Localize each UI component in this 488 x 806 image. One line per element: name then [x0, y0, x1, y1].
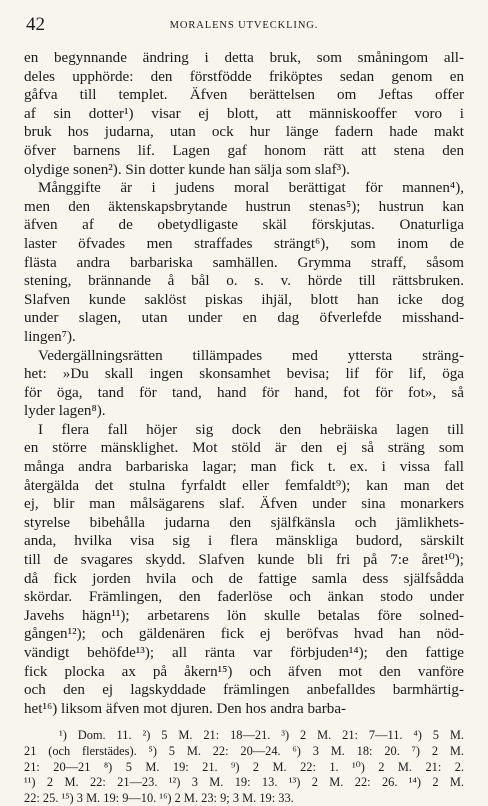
text-line: ej, blir man målsägarens slaf. Äfven under sina monarkers: [24, 496, 464, 513]
footnote-line: ¹) Dom. 11. ²) 5 M. 21: 18—21. ³) 2 M. 21: 7—11. ⁴) 5 M.: [59, 728, 464, 743]
text-line: öfver barnens lif. Lagen gaf honom rätt att stena den: [24, 142, 464, 159]
page-number: 42: [26, 14, 45, 35]
text-line: många andra barbariska lagar; man fick t. ex. i vissa fall: [24, 459, 464, 476]
text-line: vändigt behöfde¹³); all ränta var förbjuden¹⁴); den fattige: [24, 645, 464, 661]
text-line: anda, hvilka visa sig i flera mänskliga budord, särskilt: [24, 533, 464, 550]
text-line: en större mänsklighet. Mot stöld är den ej så sträng som: [24, 440, 464, 457]
text-line: lyder lagen⁸).: [24, 403, 106, 420]
footnotes: [24, 728, 464, 806]
text-line: I flera fall höjer sig dock den hebräiska lagen till: [38, 421, 464, 438]
page-header: [24, 10, 464, 36]
text-line: för öga, tand för tand, hand för hand, fot för fot», så: [24, 384, 464, 401]
text-line: men den äktenskapsbrytande hustrun stenas⁵); hustrun kan: [24, 198, 464, 215]
text-line: af sin dotter¹) visar ej blott, att människooffer voro i: [24, 105, 464, 122]
text-line: äfven af de obetydligaste skäl förskjutas. Onaturliga: [24, 217, 464, 234]
text-line: och den ej lagskyddade främlingen anbefalldes barmhärtig-: [24, 682, 464, 699]
text-line: het: »Du skall ingen skonsamhet bevisa; lif för lif, öga: [24, 366, 464, 383]
text-line: fick plocka ax på åkern¹⁵) och äfven mot den vanföre: [24, 663, 464, 680]
text-line: Javehs hägn¹¹); arbetarens lön skulle betalas före solned-: [24, 607, 464, 624]
footnote-line: ¹¹) 2 M. 22: 21—23. ¹²) 3 M. 19: 13. ¹³) 2 M. 22: 26. ¹⁴) 2 M.: [24, 775, 464, 790]
running-title: MORALENS UTVECKLING.: [169, 20, 319, 31]
text-line: Vedergällningsrätten tillämpades med yttersta sträng-: [38, 347, 464, 364]
text-line: gåfva till templet. Äfven berättelsen om Jeftas offer: [24, 87, 464, 104]
body-text: [24, 49, 464, 718]
text-line: stening, brännande å bål o. s. v. hörde till rättsbruken.: [24, 273, 464, 290]
text-line: olydige sonen²). Sin dotter kunde han sälja som slaf³).: [24, 161, 350, 178]
text-line: deles upphörde: den förstfödde friköptes sedan genom en: [24, 68, 464, 85]
text-line: Slafven kunde saklöst piskas ihjäl, blott han icke dog: [24, 291, 464, 308]
footnote-line: 21 (och flerstädes). ⁵) 5 M. 22: 20—24. ⁶) 3 M. 18: 20. ⁷) 2 M.: [24, 743, 464, 758]
text-line: styrelse bibehålla judarna den själfkänsla och jämlikhets-: [24, 514, 464, 531]
text-line: en begynnande ändring i detta bruk, som småningom all-: [24, 50, 464, 66]
text-line: het¹⁶) liksom äfven mot djuren. Den hos andra barba-: [24, 700, 347, 717]
footnote-line: 22: 25. ¹⁵) 3 M. 19: 9—10. ¹⁶) 2 M. 23: 9; 3 M. 19: 33.: [24, 790, 294, 805]
text-line: flästa andra barbariska samhällen. Grymma straff, såsom: [24, 254, 464, 271]
text-line: bruk hos judarna, utan ock hur länge fadern hade makt: [24, 124, 464, 141]
text-line: då fick jorden hvila och de fattige samla dess själfsådda: [24, 570, 464, 587]
text-line: laster öfvades men straffades strängt⁶), som inom de: [24, 235, 464, 252]
text-line: återgälda det stulna fyrfaldt eller femfaldt⁹); kan man det: [24, 477, 464, 494]
footnote-line: 21: 20—21 ⁸) 5 M. 19: 21. ⁹) 2 M. 22: 1. ¹⁰) 2 M. 21: 2.: [24, 759, 464, 774]
text-line: gången¹²); och gäldenären fick ej beröfvas hvad han nöd-: [24, 626, 464, 643]
text-line: till de svagares skydd. Slafven kunde bli fri på 7:e året¹⁰);: [24, 552, 464, 569]
text-line: Månggifte är i judens moral berättigat för mannen⁴),: [38, 180, 464, 197]
text-line: lingen⁷).: [24, 328, 76, 345]
text-line: under slagen, utan under en dag öfverlefde misshand-: [24, 310, 464, 327]
text-line: skördar. Främlingen, den faderlöse och änkan stodo under: [24, 589, 464, 606]
